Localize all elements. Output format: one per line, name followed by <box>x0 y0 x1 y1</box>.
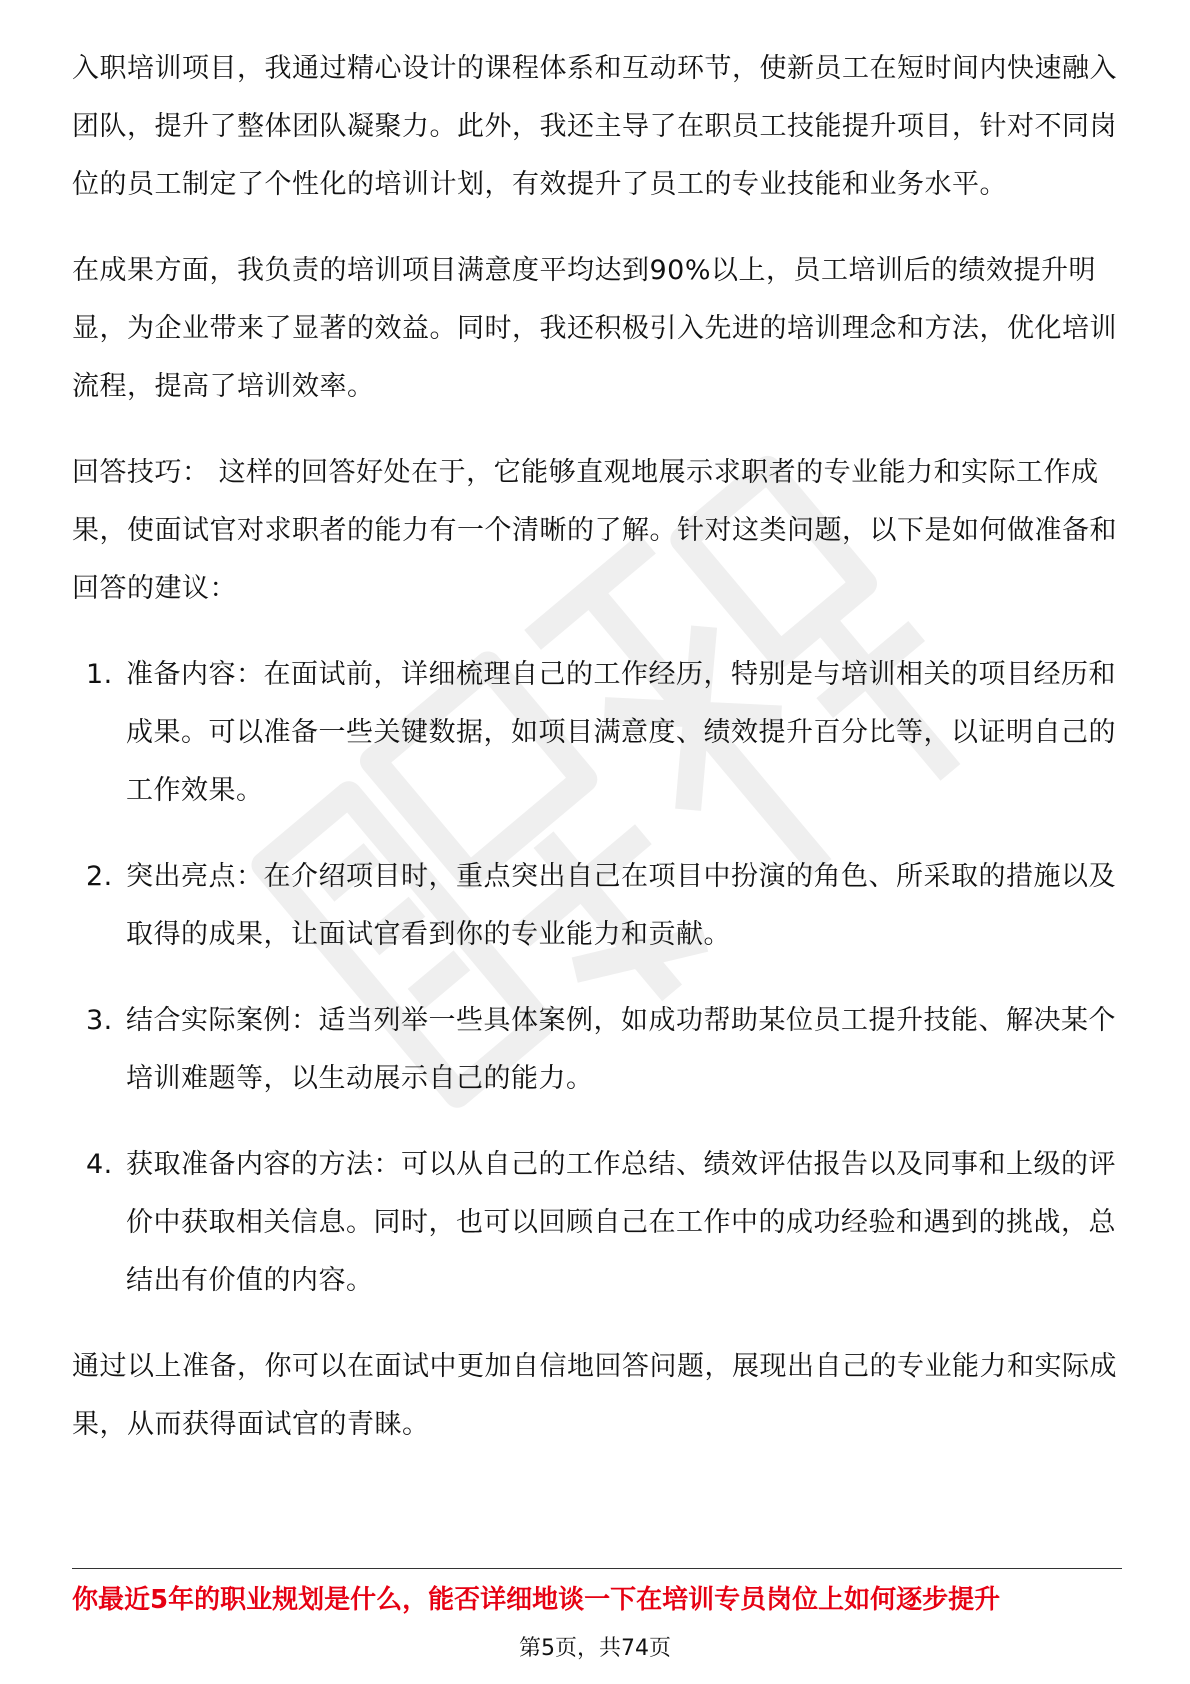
paragraph-answer-tips: 回答技巧： 这样的回答好处在于，它能够直观地展示求职者的专业能力和实际工作成果，使面试官对求职者的能力有一个清晰的了解。针对这类问题，以下是如何做准备和回答的建议： <box>72 457 1117 604</box>
list-item <box>72 992 1122 1108</box>
main-content <box>72 40 1122 1482</box>
list-item-text: 准备内容：在面试前，详细梳理自己的工作经历，特别是与培训相关的项目经历和成果。可以准备一些关键数据，如项目满意度、绩效提升百分比等，以证明自己的工作效果。 <box>126 659 1116 806</box>
list-item-text: 结合实际案例：适当列举一些具体案例，如成功帮助某位员工提升技能、解决某个培训难题等，以生动展示自己的能力。 <box>126 1005 1116 1094</box>
list-item <box>72 646 1122 820</box>
tips-list <box>72 646 1122 1310</box>
list-item-number: 3. <box>86 1005 113 1036</box>
list-item-text: 获取准备内容的方法：可以从自己的工作总结、绩效评估报告以及同事和上级的评价中获取相关信息。同时，也可以回顾自己在工作中的成功经验和遇到的挑战，总结出有价值的内容。 <box>126 1149 1116 1296</box>
section-divider <box>72 1568 1122 1569</box>
list-item <box>72 1136 1122 1310</box>
paragraph-training-projects: 入职培训项目，我通过精心设计的课程体系和互动环节，使新员工在短时间内快速融入团队，提升了整体团队凝聚力。此外，我还主导了在职员工技能提升项目，针对不同岗位的员工制定了个性化的培训计划，有效提升了员工的专业技能和业务水平。 <box>72 53 1117 200</box>
list-item-number: 2. <box>86 861 113 892</box>
list-item <box>72 848 1122 964</box>
page-number: 第5页，共74页 <box>519 1636 671 1661</box>
list-item-number: 1. <box>86 659 113 690</box>
paragraph-results: 在成果方面，我负责的培训项目满意度平均达到90%以上，员工培训后的绩效提升明显，为企业带来了显著的效益。同时，我还积极引入先进的培训理念和方法，优化培训流程，提高了培训效率。 <box>72 255 1117 402</box>
list-item-text: 突出亮点：在介绍项目时，重点突出自己在项目中扮演的角色、所采取的措施以及取得的成果，让面试官看到你的专业能力和贡献。 <box>126 861 1116 950</box>
list-item-number: 4. <box>86 1149 113 1180</box>
next-question-heading: 你最近5年的职业规划是什么，能否详细地谈一下在培训专员岗位上如何逐步提升 <box>72 1585 1001 1615</box>
paragraph-closing: 通过以上准备，你可以在面试中更加自信地回答问题，展现出自己的专业能力和实际成果，从而获得面试官的青睐。 <box>72 1351 1117 1440</box>
